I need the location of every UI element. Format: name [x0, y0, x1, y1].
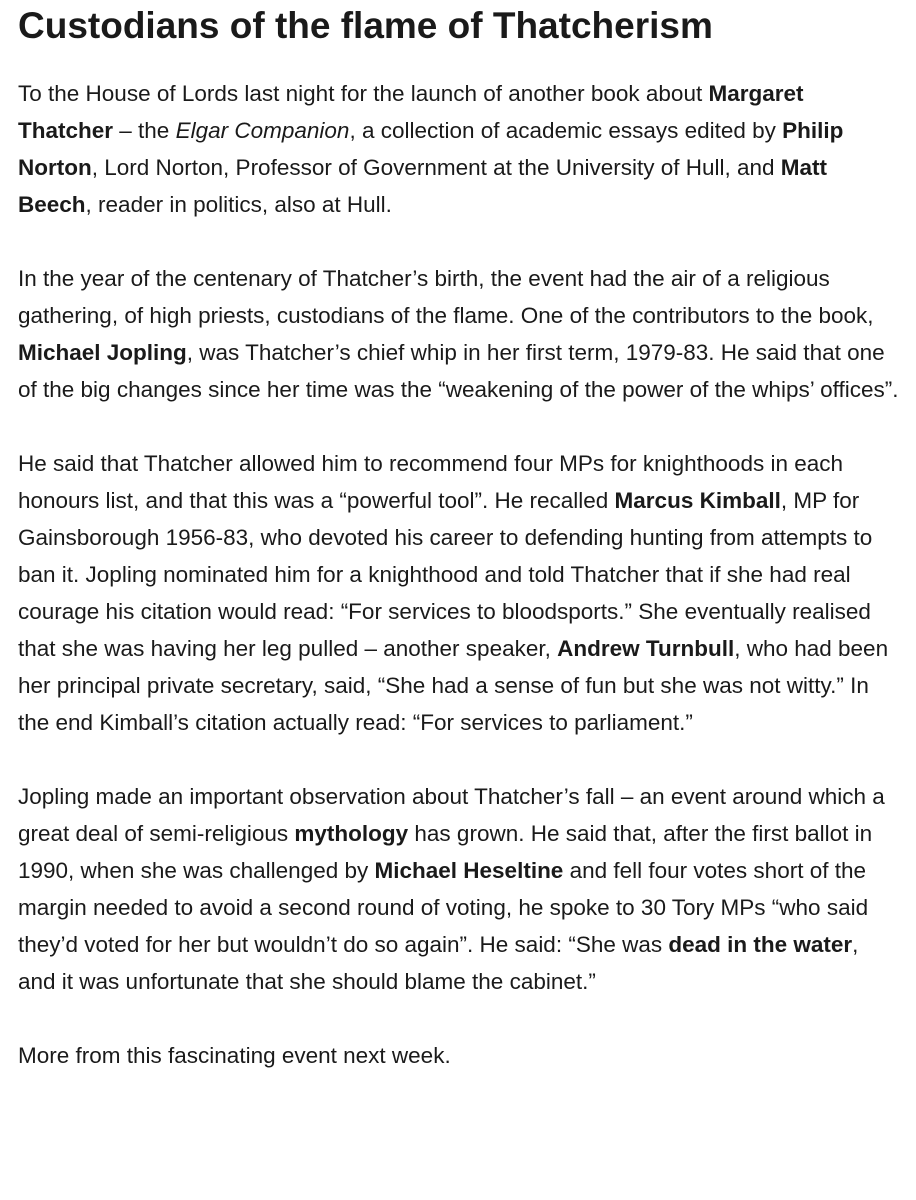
bold-text: Michael Jopling — [18, 340, 187, 365]
text-run: , Lord Norton, Professor of Government at the University of Hull, and — [91, 155, 781, 180]
bold-text: dead in the water — [668, 932, 853, 957]
bold-text: Michael Heseltine — [374, 858, 564, 883]
paragraph — [18, 260, 900, 408]
text-run: and fell four votes short of the margin needed to avoid a second round of voting, he spoke to 30 Tory MPs “who said they’d voted for her but wouldn’t do so again”. He said: “She was — [18, 858, 869, 957]
paragraph — [18, 778, 900, 1000]
text-run: , who had been her principal private secretary, said, “She had a sense of fun but she was not witty.” In the end Kimball’s citation actually read: “For services to parliament.” — [18, 636, 889, 735]
text-run: Jopling made an important observation about Thatcher’s fall – an event around which a great deal of semi-religious — [18, 784, 885, 846]
text-run: He said that Thatcher allowed him to recommend four MPs for knighthoods in each honours list, and that this was a “powerful tool”. He recalled — [18, 451, 844, 513]
text-run: , reader in politics, also at Hull. — [85, 192, 392, 217]
paragraph — [18, 445, 900, 741]
text-run: More from this fascinating event next week. — [18, 1043, 451, 1068]
bold-text: Andrew Turnbull — [557, 636, 735, 661]
text-run: To the House of Lords last night for the launch of another book about — [18, 81, 709, 106]
text-run: , was Thatcher’s chief whip in her first term, 1979-83. He said that one of the big changes since her time was the “weakening of the power of the whips’ offices”. — [18, 340, 899, 402]
bold-text: Matt Beech — [18, 155, 828, 217]
text-run: – the — [113, 118, 176, 143]
italic-text: Elgar Companion — [175, 118, 350, 143]
text-run: , a collection of academic essays edited by — [349, 118, 783, 143]
text-run: In the year of the centenary of Thatcher’s birth, the event had the air of a religious gathering, of high priests, custodians of the flame. One of the contributors to the book, — [18, 266, 874, 328]
paragraph — [18, 75, 900, 223]
text-run: , MP for Gainsborough 1956-83, who devoted his career to defending hunting from attempts to ban it. Jopling nominated him for a knighthood and told Thatcher that if she had real courage his citation would read: “For services to bloodsports.” She eventually realised that she was having her leg pulled – another speaker, — [18, 488, 873, 661]
text-run: , and it was unfortunate that she should blame the cabinet.” — [18, 932, 859, 994]
bold-text: Margaret Thatcher — [18, 81, 804, 143]
text-run: has grown. He said that, after the first ballot in 1990, when she was challenged by — [18, 821, 873, 883]
bold-text: Marcus Kimball — [614, 488, 781, 513]
article-title: Custodians of the flame of Thatcherism — [18, 5, 713, 46]
paragraph — [18, 1037, 900, 1074]
bold-text: Philip Norton — [18, 118, 844, 180]
bold-text: mythology — [294, 821, 409, 846]
article-body — [18, 75, 900, 1074]
